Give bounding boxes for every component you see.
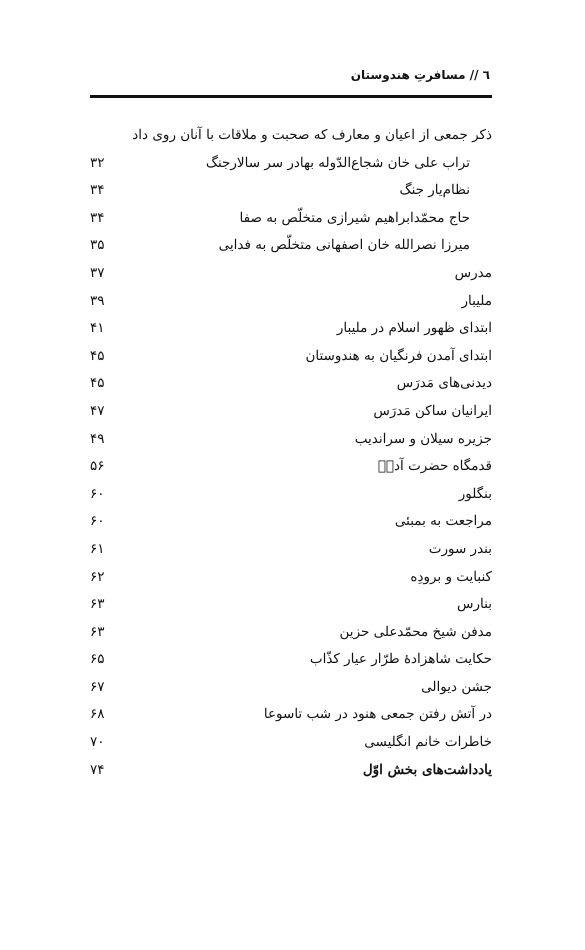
toc-entry-title: ابتدای ظهور اسلام در ملیبار [336, 320, 492, 337]
toc-entry [90, 398, 492, 426]
toc-entry-title: ملیبار [461, 292, 492, 309]
toc-entry [90, 315, 492, 343]
toc-entry-page: ۴۹ [90, 430, 105, 447]
toc-entry [90, 646, 492, 674]
toc-entry [90, 260, 492, 288]
toc-entry-title: ابتدای آمدن فرنگیان به هندوستان [305, 347, 492, 364]
toc-entry-page: ۳۹ [90, 292, 105, 309]
toc-entry [90, 701, 492, 729]
table-of-contents [90, 122, 492, 784]
toc-entry [90, 564, 492, 592]
toc-entry-page: ۶۳ [90, 623, 105, 640]
toc-entry-title: میرزا نصرالله خان اصفهانی متخلّص به فدایی [218, 237, 470, 254]
toc-entry-title: حکایت شاهزادهٔ طرّار عیار کذّاب [309, 651, 492, 668]
running-header-text: ٦ // مسافرتِ هندوستان [350, 68, 490, 82]
toc-entry [90, 729, 492, 757]
toc-entry-page: ۶۰ [90, 485, 105, 502]
toc-entry [90, 205, 492, 233]
toc-entry-title: یادداشت‌های بخش اوّل [362, 761, 492, 778]
toc-entry [90, 619, 492, 647]
toc-entry-title: دیدنی‌های مَدرَس [396, 375, 492, 392]
toc-entry-page: ۶۲ [90, 568, 105, 585]
toc-entry-page: ۶۵ [90, 651, 105, 668]
toc-entry-title: جشن دیوالی [421, 678, 492, 695]
toc-entry-title: حاج محمّدابراهیم شیرازی متخلّص به صفا [239, 209, 470, 226]
toc-entry [90, 370, 492, 398]
toc-entry-page: ۶۳ [90, 596, 105, 613]
toc-entry [90, 508, 492, 536]
toc-entry-title: ایرانیان ساکن مَدرَس [373, 402, 492, 419]
toc-entry-page: ۳۲ [90, 154, 105, 171]
toc-entry [90, 757, 492, 785]
toc-entry-title: خاطرات خانم انگلیسی [364, 734, 492, 751]
toc-entry-page: ۶۰ [90, 513, 105, 530]
toc-entry-title: مدفن شیخ محمّدعلی حزین [339, 623, 492, 640]
toc-entry-title: جزیره سیلان و سراندیب [354, 430, 492, 447]
toc-entry [90, 150, 492, 178]
toc-entry-page: ۴۵ [90, 347, 105, 364]
toc-entry-title: ذکر جمعی از اعیان و معارف که صحبت و ملاقات با آنان روی داد [132, 127, 492, 143]
toc-entry [90, 232, 492, 260]
toc-entry-title: بنگلور [458, 485, 492, 502]
toc-entry [90, 177, 492, 205]
toc-entry [90, 591, 492, 619]
toc-entry-title: نظام‌یار جنگ [399, 182, 470, 199]
toc-entry-page: ۵۶ [90, 458, 105, 475]
toc-entry-title: کنبایت و برودِه [410, 568, 492, 585]
toc-entry-page: ۳۷ [90, 264, 105, 281]
toc-entry-title: مراجعت به بمبئی [394, 513, 492, 530]
running-header [90, 68, 490, 90]
toc-entry-page: ۶۷ [90, 678, 105, 695]
toc-entry [90, 122, 492, 150]
toc-entry-page: ۳۴ [90, 182, 105, 199]
toc-entry-page: ۴۷ [90, 402, 105, 419]
toc-entry [90, 288, 492, 316]
toc-entry [90, 536, 492, 564]
toc-entry-page: ۷۰ [90, 734, 105, 751]
toc-entry-title: مدرس [454, 264, 492, 281]
toc-entry-page: ۶۸ [90, 706, 105, 723]
toc-entry [90, 481, 492, 509]
toc-entry-title: تراب علی خان شجاع‌الدّوله بهادر سر سالارجنگ [205, 154, 470, 171]
toc-entry [90, 674, 492, 702]
toc-entry-title: در آتش رفتن جمعی هنود در شب تاسوعا [263, 706, 492, 723]
toc-entry-page: ۳۴ [90, 209, 105, 226]
toc-entry-page: ۳۵ [90, 237, 105, 254]
toc-entry-page: ۶۱ [90, 540, 105, 557]
toc-entry [90, 343, 492, 371]
toc-entry-title: بنارس [457, 596, 492, 613]
toc-entry [90, 453, 492, 481]
toc-entry-page: ۴۱ [90, 320, 105, 337]
toc-entry-page: ۷۴ [90, 761, 105, 778]
toc-entry [90, 426, 492, 454]
toc-entry-title: قدمگاه حضرت آدمؑ [377, 458, 492, 475]
header-rule [90, 95, 492, 98]
toc-entry-title: بندر سورت [428, 540, 492, 557]
toc-entry-page: ۴۵ [90, 375, 105, 392]
